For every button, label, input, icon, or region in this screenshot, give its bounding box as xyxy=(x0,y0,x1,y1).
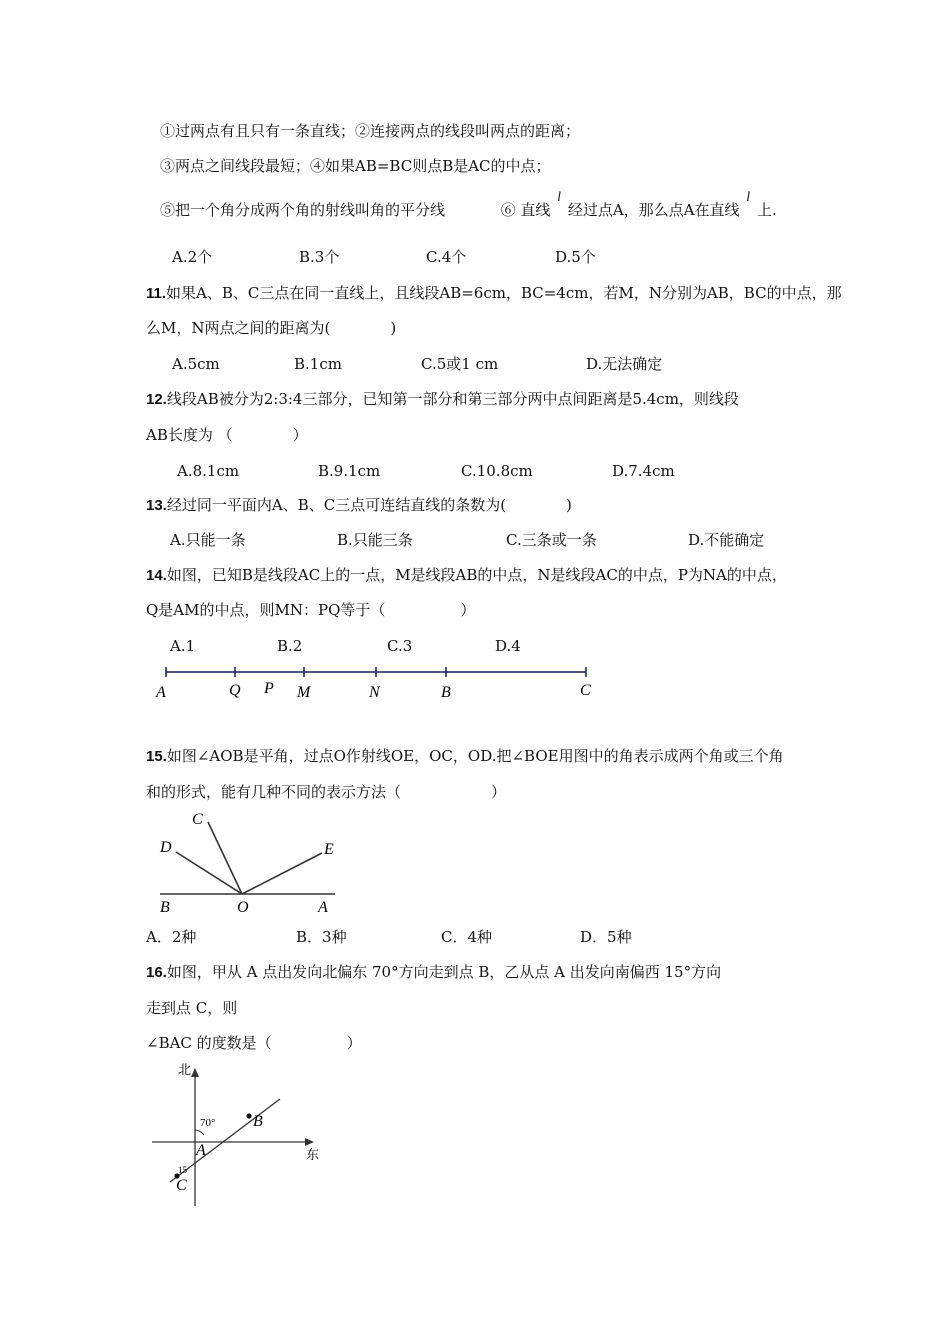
north-arrow-icon xyxy=(191,1068,199,1077)
q10-option-d[interactable]: D.5个 xyxy=(555,248,596,266)
statement-line-1: ①过两点有且只有一条直线；②连接两点的线段叫两点的距离； xyxy=(160,122,581,140)
statement-5: ⑤把一个角分成两个角的射线叫角的平分线 xyxy=(160,201,446,219)
q12-option-b[interactable]: B.9.1cm xyxy=(318,462,381,480)
label-b: B xyxy=(441,684,451,701)
statement-6-end: 上. xyxy=(756,201,777,219)
q16-text-line-2: 走到点 C，则 xyxy=(146,999,238,1017)
label-p: P xyxy=(264,680,274,697)
q10-option-c[interactable]: C.4个 xyxy=(426,248,467,266)
q13-option-d[interactable]: D.不能确定 xyxy=(688,531,765,549)
q14-option-d[interactable]: D.4 xyxy=(495,637,521,655)
q16-direction-figure xyxy=(148,1060,328,1210)
q15-number: 15. xyxy=(146,748,167,765)
label-c: C xyxy=(176,1177,187,1194)
q15-text-line-1 xyxy=(146,746,784,767)
q13-option-a[interactable]: A.只能一条 xyxy=(170,531,246,549)
q16-stem-1: 如图，甲从 A 点出发向北偏东 70°方向走到点 B，乙从点 A 出发向南偏西 15°方向 xyxy=(166,963,722,981)
q15-option-d[interactable]: D．5种 xyxy=(580,928,632,946)
label-d: D xyxy=(160,839,172,856)
statement-line-3 xyxy=(160,190,777,222)
q12-number: 12. xyxy=(146,391,167,408)
statement-6-mid: 经过点A，那么点A在直线 xyxy=(567,201,740,219)
q15-text-line-2: 和的形式，能有几种不同的表示方法（ ） xyxy=(146,783,507,801)
label-north: 北 xyxy=(178,1062,192,1077)
q15-option-a[interactable]: A．2种 xyxy=(146,928,197,946)
ray-oe xyxy=(242,853,322,894)
q14-option-c[interactable]: C.3 xyxy=(387,637,413,655)
q11-text-line-2: 么M，N两点之间的距离为( ) xyxy=(146,319,397,337)
label-b: B xyxy=(253,1113,263,1130)
q12-option-a[interactable]: A.8.1cm xyxy=(177,462,240,480)
q16-text-line-1 xyxy=(146,962,721,983)
label-e: E xyxy=(324,841,334,858)
q12-option-d[interactable]: D.7.4cm xyxy=(612,462,675,480)
point-b xyxy=(246,1113,251,1118)
label-angle-70: 70° xyxy=(200,1117,216,1129)
label-q: Q xyxy=(229,682,241,699)
q14-text-line-2: Q是AM的中点，则MN：PQ等于（ ） xyxy=(146,601,476,619)
q11-number: 11. xyxy=(146,285,167,302)
q11-option-a[interactable]: A.5cm xyxy=(172,355,220,373)
q12-option-c[interactable]: C.10.8cm xyxy=(461,462,533,480)
q14-option-b[interactable]: B.2 xyxy=(277,637,303,655)
q12-text-line-2: AB长度为 （ ） xyxy=(146,426,308,444)
q15-option-c[interactable]: C．4种 xyxy=(441,928,493,946)
q14-number: 14. xyxy=(146,567,167,584)
east-arrow-icon xyxy=(305,1138,314,1146)
q15-stem-1: 如图∠AOB是平角，过点O作射线OE，OC，OD.把∠BOE用图中的角表示成两个角或三个角 xyxy=(166,747,784,765)
label-c: C xyxy=(580,682,591,699)
label-c: C xyxy=(192,811,203,828)
label-m: M xyxy=(297,684,311,701)
line-symbol-l-2: l xyxy=(746,190,751,205)
q13-option-b[interactable]: B.只能三条 xyxy=(337,531,413,549)
label-east: 东 xyxy=(306,1147,320,1162)
q14-text-line-1 xyxy=(146,565,787,586)
label-a: A xyxy=(196,1142,206,1159)
q13-stem-1: 经过同一平面内A、B、C三点可连结直线的条数为( ) xyxy=(166,496,572,514)
q15-option-b[interactable]: B．3种 xyxy=(296,928,347,946)
q11-option-d[interactable]: D.无法确定 xyxy=(586,355,663,373)
q13-number: 13. xyxy=(146,497,167,514)
q12-text-line-1 xyxy=(146,389,739,410)
q13-text-line-1 xyxy=(146,495,572,516)
angle-70-arc xyxy=(195,1130,204,1135)
q13-option-c[interactable]: C.三条或一条 xyxy=(506,531,597,549)
label-o: O xyxy=(237,899,249,916)
q14-option-a[interactable]: A.1 xyxy=(170,637,196,655)
line-symbol-l: l xyxy=(557,190,562,205)
label-a: A xyxy=(318,899,328,916)
statement-line-2: ③两点之间线段最短；④如果AB=BC则点B是AC的中点； xyxy=(160,157,551,175)
q10-option-b[interactable]: B.3个 xyxy=(299,248,340,266)
q14-stem-1: 如图，已知B是线段AC上的一点，M是线段AB的中点，N是线段AC的中点，P为NA的中点， xyxy=(166,566,787,584)
q15-angle-figure xyxy=(150,808,350,918)
statement-6-start: ⑥ 直线 xyxy=(500,201,551,219)
q16-text-line-3: ∠BAC 的度数是（ ） xyxy=(146,1034,362,1052)
label-angle-15: 15 xyxy=(178,1165,187,1175)
q12-stem-1: 线段AB被分为2:3:4三部分，已知第一部分和第三部分两中点间距离是5.4cm，则线段 xyxy=(166,390,739,408)
q11-option-b[interactable]: B.1cm xyxy=(294,355,342,373)
q11-text-line-1 xyxy=(146,283,842,304)
q16-number: 16. xyxy=(146,964,167,981)
label-n: N xyxy=(369,684,380,701)
q10-option-a[interactable]: A.2个 xyxy=(172,248,213,266)
label-a: A xyxy=(156,684,166,701)
q11-stem-1: 如果A、B、C三点在同一直线上，且线段AB=6cm，BC=4cm，若M，N分别为AB，BC的中点，那 xyxy=(166,284,842,302)
label-b: B xyxy=(160,899,170,916)
q11-option-c[interactable]: C.5或1 cm xyxy=(421,355,499,373)
q14-segment-figure xyxy=(150,660,600,705)
